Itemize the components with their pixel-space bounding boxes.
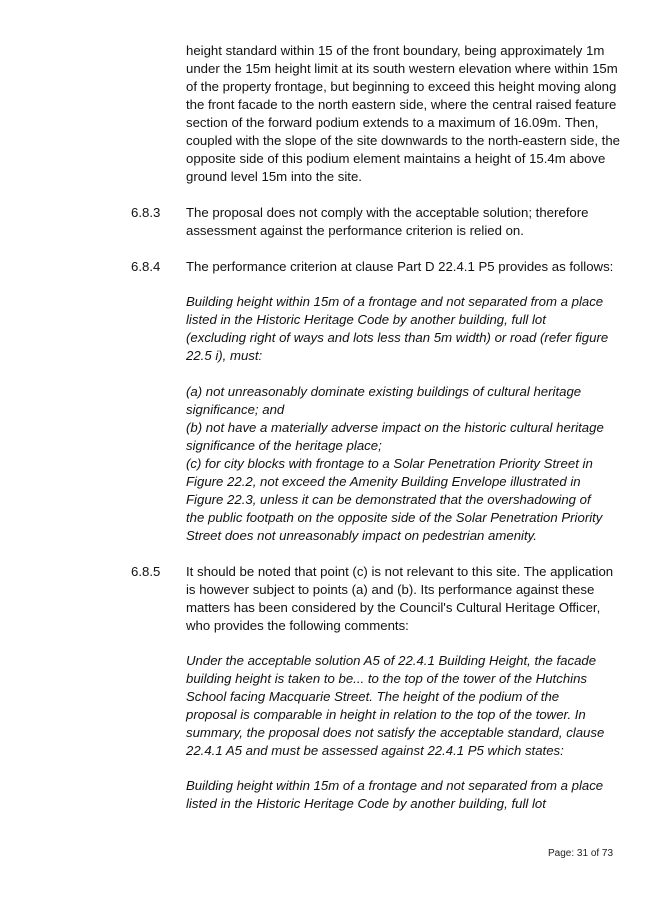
text-line: height standard within 15 of the front boundary, being approximately 1m: [186, 43, 605, 58]
section-6-8-4-quote-2: [186, 383, 616, 545]
quote-line: Building height within 15m of a frontage and not separated from a place: [186, 778, 604, 793]
quote-line: 22.4.1 A5 and must be assessed against 22.4.1 P5 which states:: [186, 743, 564, 758]
quote-line: (c) for city blocks with frontage to a Solar Penetration Priority Street in: [186, 456, 593, 471]
quote-line: (a) not unreasonably dominate existing buildings of cultural heritage: [186, 384, 582, 399]
text-line: assessment against the performance criterion is relied on.: [186, 223, 524, 238]
text-line: is however subject to points (a) and (b). Its performance against these: [186, 582, 595, 597]
text-line: opposite side of this podium element maintains a height of 15.4m above: [186, 151, 606, 166]
quote-line: proposal is comparable in height in relation to the top of the tower. In: [186, 707, 586, 722]
quote-line: (b) not have a materially adverse impact on the historic cultural heritage: [186, 420, 604, 435]
section-number-6-8-5: 6.8.5: [131, 564, 161, 579]
section-number-6-8-4: 6.8.4: [131, 259, 161, 274]
quote-line: significance of the heritage place;: [186, 438, 382, 453]
quote-line: Figure 22.2, not exceed the Amenity Building Envelope illustrated in: [186, 474, 581, 489]
quote-line: significance; and: [186, 402, 285, 417]
section-6-8-5-text: [186, 563, 616, 635]
text-line: coupled with the slope of the site downwards to the north-eastern side, the: [186, 133, 620, 148]
quote-line: listed in the Historic Heritage Code by another building, full lot: [186, 796, 546, 811]
quote-line: Building height within 15m of a frontage and not separated from a place: [186, 294, 604, 309]
quote-line: summary, the proposal does not satisfy the acceptable standard, clause: [186, 725, 605, 740]
text-line: ground level 15m into the site.: [186, 169, 362, 184]
text-line: section of the forward podium extends to a maximum of 16.09m. Then,: [186, 115, 599, 130]
text-line: under the 15m height limit at its south western elevation where within 15m: [186, 61, 618, 76]
text-line: It should be noted that point (c) is not relevant to this site. The application: [186, 564, 614, 579]
section-number-6-8-3: 6.8.3: [131, 205, 161, 220]
text-line: of the property frontage, but beginning to exceed this height moving along: [186, 79, 617, 94]
quote-line: listed in the Historic Heritage Code by another building, full lot: [186, 312, 546, 327]
quote-line: Under the acceptable solution A5 of 22.4.1 Building Height, the facade: [186, 653, 597, 668]
text-line: The performance criterion at clause Part D 22.4.1 P5 provides as follows:: [186, 259, 614, 274]
text-line: who provides the following comments:: [186, 618, 409, 633]
quote-line: building height is taken to be... to the top of the tower of the Hutchins: [186, 671, 588, 686]
section-6-8-4-text: [186, 258, 616, 276]
quote-line: (excluding right of ways and lots less than 5m width) or road (refer figure: [186, 330, 609, 345]
quote-line: Street does not unreasonably impact on pedestrian amenity.: [186, 528, 537, 543]
text-line: the front facade to the north eastern side, where the central raised feature: [186, 97, 617, 112]
section-6-8-5-quote-2: [186, 777, 616, 813]
quote-line: School facing Macquarie Street. The height of the podium of the: [186, 689, 560, 704]
page-number: Page: 31 of 73: [548, 848, 614, 859]
quote-line: 22.5 i), must:: [186, 348, 263, 363]
quote-line: the public footpath on the opposite side of the Solar Penetration Priority: [186, 510, 603, 525]
quote-line: Figure 22.3, unless it can be demonstrated that the overshadowing of: [186, 492, 591, 507]
section-6-8-3-text: [186, 204, 616, 240]
text-line: matters has been considered by the Council's Cultural Heritage Officer,: [186, 600, 601, 615]
text-line: The proposal does not comply with the acceptable solution; therefore: [186, 205, 589, 220]
section-6-8-4-quote-1: [186, 293, 616, 365]
section-6-8-5-quote-1: [186, 652, 616, 760]
continued-paragraph: [186, 42, 620, 186]
